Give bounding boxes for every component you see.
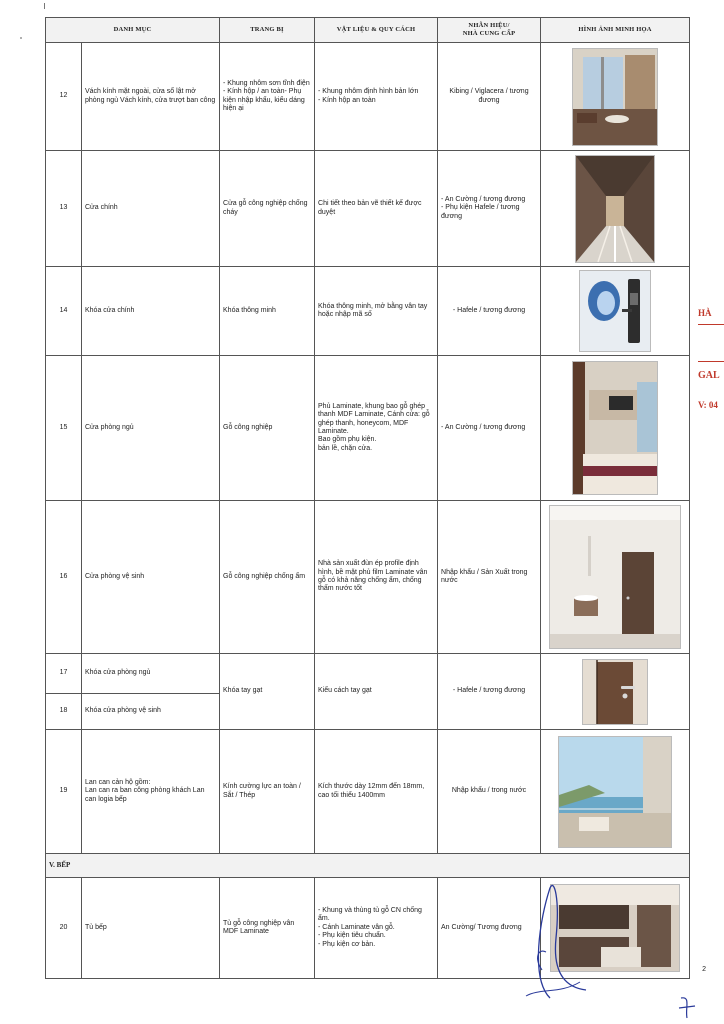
- row-number: 20: [46, 878, 82, 979]
- bedroom-photo: [572, 361, 658, 495]
- stamp-line-2: GAL: [698, 370, 720, 381]
- row-number: 19: [46, 730, 82, 854]
- header-brand: NHÃN HIỆU/ NHÀ CUNG CẤP: [438, 18, 541, 43]
- stamp-bars: [698, 324, 724, 362]
- header-category: DANH MỤC: [46, 18, 220, 43]
- header-equipment: TRANG BỊ: [220, 18, 315, 43]
- row-number: 13: [46, 151, 82, 267]
- row-brand: Nhập khẩu / trong nước: [438, 730, 541, 854]
- table-row: [46, 654, 690, 694]
- bathroom-door-photo: [549, 505, 681, 649]
- row-category: Tủ bếp: [82, 878, 220, 979]
- row-equipment: Tủ gỗ công nghiệp vân MDF Laminate: [220, 878, 315, 979]
- balcony-photo: [558, 736, 672, 848]
- row-equipment: Khóa tay gạt: [220, 654, 315, 730]
- handwritten-signature: [520, 878, 590, 1008]
- row-image-cell: [541, 43, 690, 151]
- row-equipment: Cửa gỗ công nghiệp chống cháy: [220, 151, 315, 267]
- row-equipment: - Khung nhôm sơn tĩnh điện - Kính hộp / an toàn- Phụ kiện nhập khẩu, kiểu dáng hiện ại: [220, 43, 315, 151]
- table-row: [46, 501, 690, 654]
- lever-handle-photo: [582, 659, 648, 725]
- row-category: Vách kính mặt ngoài, cửa sổ lật mở phòng ngủ Vách kính, cửa trượt ban công: [82, 43, 220, 151]
- row-number: 16: [46, 501, 82, 654]
- row-material: - Khung nhôm định hình bản lớn - Kính hộp an toàn: [315, 43, 438, 151]
- row-brand: Kibing / Viglacera / tương đương: [438, 43, 541, 151]
- table-header: [46, 18, 690, 43]
- table-row: [46, 43, 690, 151]
- row-image-cell: [541, 267, 690, 356]
- scan-mark: [44, 3, 45, 9]
- row-category: Khóa cửa phòng vệ sinh: [82, 694, 220, 730]
- row-category: Cửa phòng ngủ: [82, 356, 220, 501]
- row-material: Khóa thông minh, mở bằng vân tay hoặc nhập mã số: [315, 267, 438, 356]
- living-room-photo: [572, 48, 658, 146]
- row-brand: Nhập khẩu / Sản Xuất trong nước: [438, 501, 541, 654]
- row-brand: An Cường/ Tương đương: [438, 878, 541, 979]
- row-material: Chi tiết theo bản vẽ thiết kế được duyệt: [315, 151, 438, 267]
- row-number: 18: [46, 694, 82, 730]
- row-equipment: Gỗ công nghiệp chống ẩm: [220, 501, 315, 654]
- smart-lock-photo: [579, 270, 651, 352]
- row-image-cell: [541, 501, 690, 654]
- red-stamp: [688, 296, 724, 426]
- row-number: 14: [46, 267, 82, 356]
- stamp-line-3: V: 04: [698, 400, 718, 410]
- table-row: [46, 151, 690, 267]
- row-material: - Khung và thùng tủ gỗ CN chống ẩm. - Cánh Laminate vân gỗ. - Phụ kiện tiêu chuẩn. - Phụ kiện cơ bản.: [315, 878, 438, 979]
- row-material: Kiểu cách tay gạt: [315, 654, 438, 730]
- row-number: 15: [46, 356, 82, 501]
- row-equipment: Khóa thông minh: [220, 267, 315, 356]
- row-number: 17: [46, 654, 82, 694]
- page-number: 2: [702, 966, 706, 973]
- row-category: Khóa cửa phòng ngủ: [82, 654, 220, 694]
- row-equipment: Kính cường lực an toàn / Sắt / Thép: [220, 730, 315, 854]
- table-row: [46, 730, 690, 854]
- row-image-cell: [541, 654, 690, 730]
- scan-dot: [20, 37, 22, 39]
- row-brand: - Hafele / tương đương: [438, 267, 541, 356]
- table-row: [46, 267, 690, 356]
- row-equipment: Gỗ công nghiệp: [220, 356, 315, 501]
- row-category: Khóa cửa chính: [82, 267, 220, 356]
- row-number: 12: [46, 43, 82, 151]
- row-image-cell: [541, 356, 690, 501]
- table-row: [46, 356, 690, 501]
- row-material: Kích thước dày 12mm đến 18mm, cao tối thiểu 1400mm: [315, 730, 438, 854]
- stamp-line-1: HÀ: [698, 308, 712, 318]
- section-title: V. BẾP: [46, 854, 690, 878]
- header-material: VẬT LIỆU & QUY CÁCH: [315, 18, 438, 43]
- header-image: HÌNH ẢNH MINH HỌA: [541, 18, 690, 43]
- initials-mark: [677, 994, 697, 1020]
- row-category: Lan can cản hộ gồm: Lan can ra ban công phòng khách Lan can logia bếp: [82, 730, 220, 854]
- row-material: Phủ Laminate, khung bao gỗ ghép thanh MDF Laminate, Cánh cửa: gỗ ghép thanh, honeycom, MDF Laminate. Bao gồm phụ kiện. bản lề, chặn cửa.: [315, 356, 438, 501]
- row-image-cell: [541, 151, 690, 267]
- spec-table: [45, 17, 690, 979]
- section-row: [46, 854, 690, 878]
- row-category: Cửa phòng vệ sinh: [82, 501, 220, 654]
- table-row: [46, 878, 690, 979]
- row-category: Cửa chính: [82, 151, 220, 267]
- row-material: Nhà sản xuất đùn ép profile định hình, bề mặt phủ film Laminate vân gỗ có khả năng chống ẩm, chống thấm nước tốt: [315, 501, 438, 654]
- row-brand: - Hafele / tương đương: [438, 654, 541, 730]
- row-image-cell: [541, 730, 690, 854]
- row-brand: - An Cường / tương đương: [438, 356, 541, 501]
- corridor-photo: [575, 155, 655, 263]
- row-brand: - An Cường / tương đương - Phụ kiện Hafele / tương đương: [438, 151, 541, 267]
